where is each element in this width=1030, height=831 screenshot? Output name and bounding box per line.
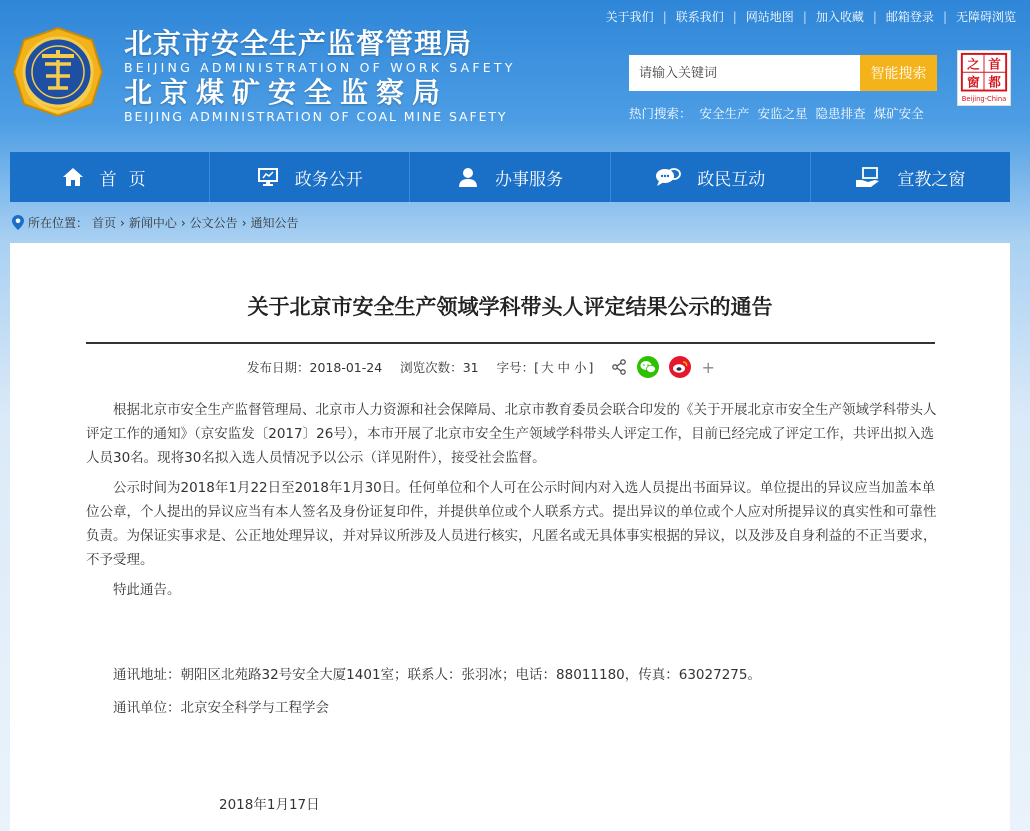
search-box (629, 55, 937, 91)
home-icon (62, 166, 84, 188)
contact-unit: 通讯单位：北京安全科学与工程学会 (113, 700, 329, 716)
views-label: 浏览次数： (400, 360, 463, 375)
nav-item-education[interactable] (811, 152, 1010, 202)
main-nav (10, 152, 1010, 202)
article-paragraph-2: 公示时间为2018年1月22日至2018年1月30日。任何单位和个人可在公示时间内对入选人员提出书面异议。单位提出的异议应当加盖本单位公章，个人提出的异议应当有本人签名及身份证复印件，并提供单位或个人联系方式。提出异议的单位或个人应对所提异议的真实性和可靠性负责。为保证实事求是、公正地处理异议，并对异议所涉及人员进行核实，凡匿名或无具体事实根据的异议，以及涉及自身利益的不正当要求，不予受理。 (86, 480, 937, 568)
view-count: 31 (462, 359, 479, 375)
seal-char-1: 首 (988, 56, 1001, 72)
top-link-sitemap[interactable]: 网站地图 (745, 10, 794, 24)
nav-item-interaction[interactable] (611, 152, 811, 202)
nav-item-services[interactable] (410, 152, 610, 202)
user-icon (457, 166, 479, 188)
seal-char-2: 都 (988, 74, 1001, 90)
weibo-icon (672, 360, 688, 374)
hot-search-item[interactable]: 隐患排查 (815, 106, 866, 121)
site-header (0, 0, 1030, 150)
top-links: 关于我们 | 联系我们 | 网站地图 | 加入收藏 | 邮箱登录 | 无障碍浏览 (605, 9, 1016, 24)
nav-label: 办事服务 (495, 169, 563, 190)
article-paragraph-1: 根据北京市安全生产监督管理局、北京市人力资源和社会保障局、北京市教育委员会联合印发的《关于开展北京市安全生产领域学科带头人评定工作的通知》（京安监发〔2017〕26号），本市开展了北京市安全生产领域学科带头人评定工作，目前已经完成了评定工作，共评出拟入选人员30名。现将30名拟入选人员情况予以公示（详见附件），接受社会监督。 (86, 402, 937, 466)
article-title: 关于北京市安全生产领域学科带头人评定结果公示的通告 (247, 295, 773, 319)
seal-char-4: 窗 (967, 74, 980, 90)
nav-item-home[interactable] (10, 152, 210, 202)
search-button[interactable]: 智能搜索 (860, 55, 937, 91)
breadcrumb-separator: › (241, 215, 247, 230)
contact-address: 通讯地址：朝阳区北苑路32号安全大厦1401室；联系人：张羽冰；电话：88011180，传真：63027275。 (113, 667, 761, 683)
article-body (86, 398, 941, 602)
hot-search-item[interactable]: 安全生产 (699, 106, 750, 121)
font-size-medium[interactable]: 中 (557, 360, 571, 375)
top-link-favorite[interactable]: 加入收藏 (815, 10, 864, 24)
logo-title-en-2: BEIJING ADMINISTRATION OF COAL MINE SAFETY (124, 109, 508, 124)
font-size-large[interactable]: 大 (541, 360, 554, 375)
nav-label: 首页 (99, 169, 158, 190)
share-bar (611, 356, 714, 378)
breadcrumb-separator: › (120, 215, 125, 230)
nav-label: 政务公开 (294, 169, 363, 190)
hot-search-item[interactable]: 煤矿安全 (873, 106, 924, 121)
search-input[interactable] (629, 55, 860, 91)
breadcrumb-label: 所在位置： (28, 216, 89, 230)
wechat-share-button[interactable] (637, 356, 659, 378)
font-size-label: 字号： (496, 360, 535, 375)
monitor-icon (257, 166, 279, 188)
nav-label: 政民互动 (697, 169, 766, 190)
location-pin-icon (12, 215, 24, 230)
site-logo-text (124, 28, 516, 124)
emblem-logo-icon (12, 26, 104, 118)
capital-window-seal-icon[interactable] (957, 50, 1011, 106)
nav-label: 宣教之窗 (897, 169, 966, 190)
logo-title-en-1: BEIJING ADMINISTRATION OF WORK SAFETY (124, 60, 516, 75)
font-size-small[interactable]: 小 (574, 360, 587, 375)
wechat-icon (640, 360, 656, 374)
chat-icon (655, 166, 681, 188)
title-divider (86, 342, 935, 344)
breadcrumb-item-news[interactable]: 新闻中心 (128, 216, 177, 230)
breadcrumb-item-home[interactable]: 首页 (92, 216, 117, 230)
seal-char-3: 之 (967, 56, 980, 72)
share-icon[interactable] (611, 359, 627, 375)
breadcrumb (12, 214, 299, 231)
logo-title-cn-1: 北京市安全生产监督管理局 (124, 27, 473, 60)
hand-icon (855, 166, 881, 188)
top-link-mail[interactable]: 邮箱登录 (885, 10, 934, 24)
publish-date-label: 发布日期： (247, 360, 310, 375)
publish-date: 2018-01-24 (309, 359, 383, 375)
top-link-contact[interactable]: 联系我们 (675, 10, 724, 24)
top-link-accessibility[interactable]: 无障碍浏览 (955, 10, 1016, 24)
breadcrumb-item-notices[interactable]: 公文公告 (189, 216, 238, 230)
top-link-about[interactable]: 关于我们 (605, 10, 654, 24)
breadcrumb-item-announcements[interactable]: 通知公告 (250, 216, 299, 230)
nav-item-government-affairs[interactable] (210, 152, 410, 202)
article-signed-date: 2018年1月17日 (219, 797, 320, 813)
article-meta: 发布日期： 2018-01-24 浏览次数： 31 字号： [ 大 中 小 ] + (247, 357, 715, 377)
hot-search-item[interactable]: 安监之星 (757, 106, 808, 121)
article-panel (10, 243, 1010, 831)
article-paragraph-3: 特此通告。 (113, 582, 181, 598)
weibo-share-button[interactable] (669, 356, 691, 378)
logo-title-cn-2: 北京煤矿安全监察局 (124, 76, 449, 109)
hot-search (629, 104, 924, 122)
more-share-plus-icon[interactable]: + (701, 357, 715, 377)
breadcrumb-separator: › (180, 215, 186, 230)
hot-search-label: 热门搜索： (629, 106, 692, 121)
seal-caption: Beijing-China (961, 95, 1007, 104)
